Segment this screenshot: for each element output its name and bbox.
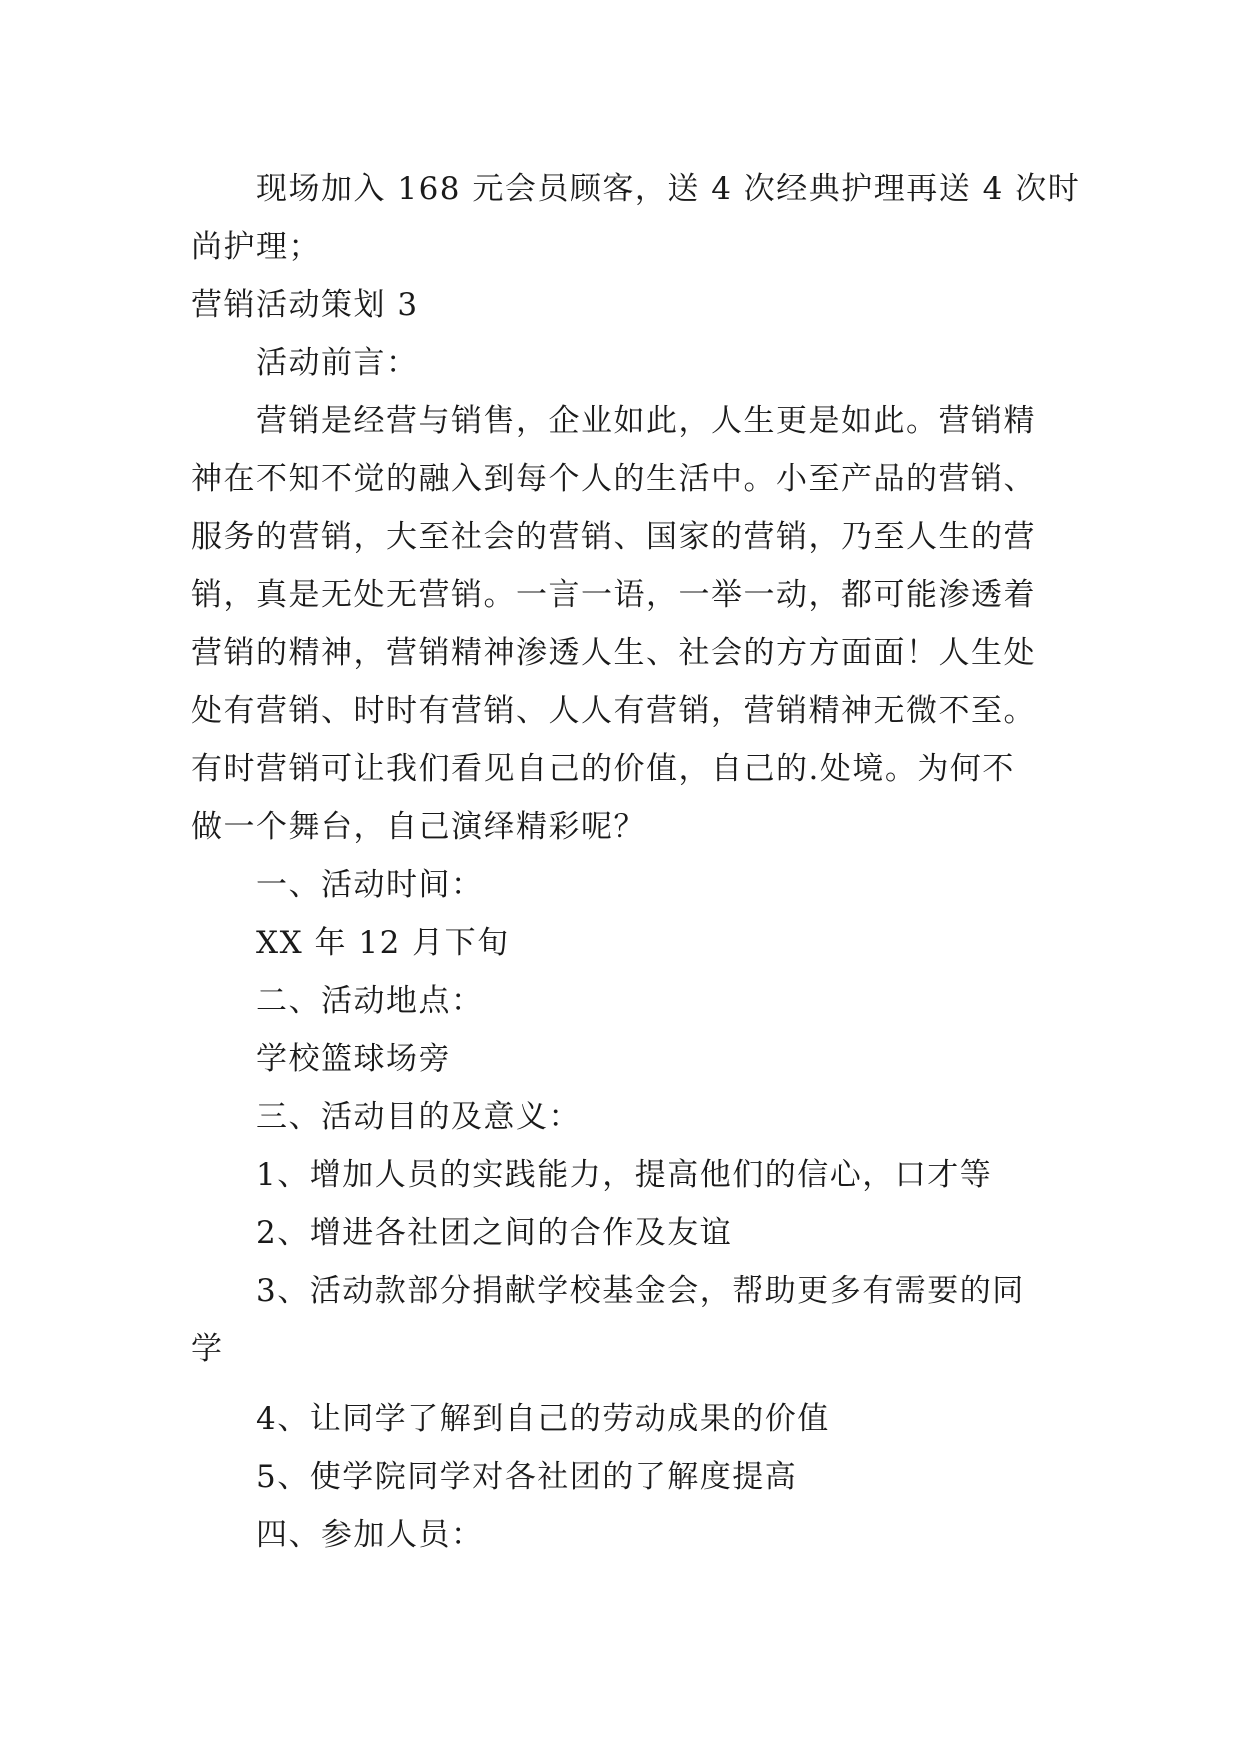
paragraph-line: 神在不知不觉的融入到每个人的生活中。小至产品的营销、 [191,461,1036,497]
paragraph-line: 营销的精神，营销精神渗透人生、社会的方方面面！人生处 [191,635,1036,671]
list-item: 4、让同学了解到自己的劳动成果的价值 [256,1401,830,1437]
paragraph-line: 现场加入 168 元会员顾客，送 4 次经典护理再送 4 次时 [256,171,1081,207]
paragraph-line: 尚护理； [191,229,321,265]
section-heading: 二、活动地点： [256,983,484,1019]
section-title: 营销活动策划 3 [191,287,419,323]
paragraph-line: 销，真是无处无营销。一言一语，一举一动，都可能渗透着 [191,577,1036,613]
paragraph-line: 服务的营销，大至社会的营销、国家的营销，乃至人生的营 [191,519,1036,555]
section-heading: 四、参加人员： [256,1517,484,1553]
list-item-continuation: 学 [191,1331,224,1367]
list-item: 2、增进各社团之间的合作及友谊 [256,1215,733,1251]
section-content: XX 年 12 月下旬 [256,925,510,961]
list-item: 5、使学院同学对各社团的了解度提高 [256,1459,798,1495]
section-heading: 三、活动目的及意义： [256,1099,581,1135]
subheading: 活动前言： [256,345,419,381]
document-page [191,160,1081,1564]
paragraph-line: 有时营销可让我们看见自己的价值，自己的.处境。为何不 [191,751,1015,787]
paragraph-line: 做一个舞台，自己演绎精彩呢？ [191,809,646,845]
section-content: 学校篮球场旁 [256,1041,451,1077]
paragraph-line: 营销是经营与销售，企业如此，人生更是如此。营销精 [256,403,1036,439]
list-item: 1、增加人员的实践能力，提高他们的信心，口才等 [256,1157,993,1193]
paragraph-line: 处有营销、时时有营销、人人有营销，营销精神无微不至。 [191,693,1036,729]
section-heading: 一、活动时间： [256,867,484,903]
list-item: 3、活动款部分捐献学校基金会，帮助更多有需要的同 [256,1273,1025,1309]
